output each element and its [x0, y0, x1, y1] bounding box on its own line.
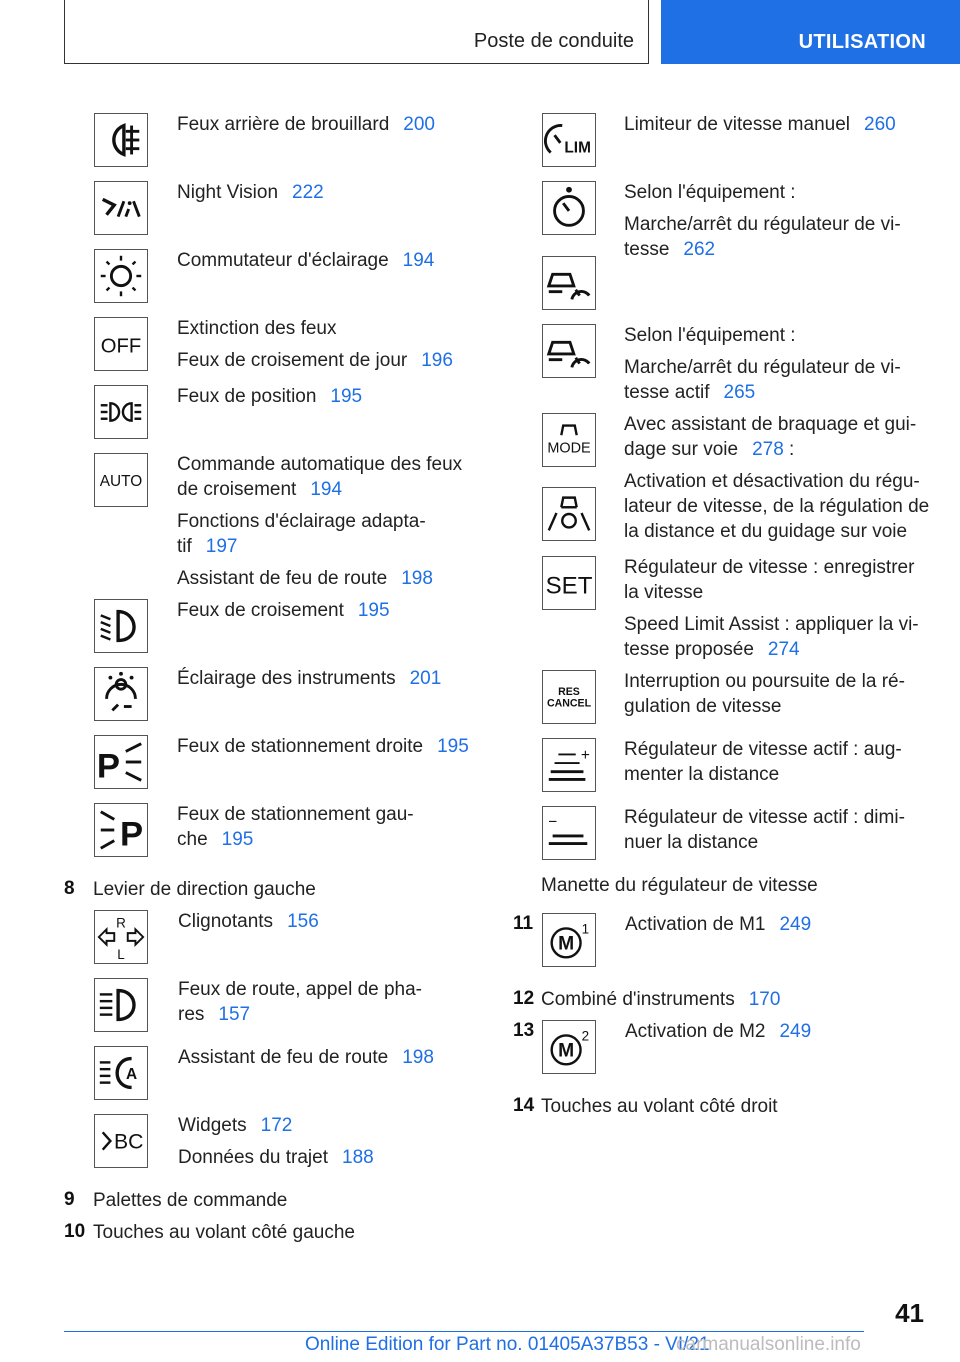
page-link[interactable]: 198 — [401, 568, 433, 589]
entry-label: Selon l'équipement : — [624, 325, 796, 346]
rear-fog-light-icon — [94, 113, 148, 167]
entry-label: Marche/arrêt du régulateur de vi- — [624, 357, 901, 378]
page-link[interactable]: 222 — [292, 182, 324, 203]
entry-label: Commande automatique des feux — [177, 454, 463, 475]
entry-label: Avec assistant de braquage et gui- — [624, 414, 917, 435]
icon-label: CANCEL — [546, 697, 592, 710]
instrument-lighting-entry — [177, 666, 441, 691]
low-beam-icon — [94, 599, 148, 653]
active-cruise-control-icon — [542, 324, 596, 378]
icon-label: LIM — [564, 139, 591, 157]
item-label: Levier de direction gauche — [93, 879, 316, 900]
entry-label: Assistant de feu de route — [178, 1047, 389, 1068]
entry-label: Marche/arrêt du régulateur de vi- — [624, 214, 901, 235]
item-number: 11 — [513, 913, 534, 934]
page-link[interactable]: 156 — [287, 911, 319, 932]
parking-light-left-icon — [94, 803, 148, 857]
active-cruise-control-entry — [624, 323, 901, 405]
set-speed-entry — [624, 555, 919, 662]
page-link[interactable]: 262 — [683, 239, 716, 260]
page-link[interactable]: 198 — [402, 1047, 434, 1068]
icon-label: A — [126, 1065, 138, 1083]
entry-label: tesse proposée — [624, 639, 754, 660]
icon-label: P — [96, 747, 121, 786]
page-link[interactable]: 195 — [357, 600, 390, 621]
header-section-box — [64, 0, 649, 64]
entry-suffix: : — [783, 439, 795, 460]
entry-label: Régulateur de vitesse actif : dimi- — [624, 807, 905, 828]
page-link[interactable]: 201 — [409, 668, 442, 689]
cruise-control-car-icon — [542, 256, 596, 310]
lights-off-entry — [177, 316, 453, 373]
icon-label: RES — [558, 686, 580, 699]
speed-limiter-entry — [624, 112, 896, 137]
page-link[interactable]: 188 — [342, 1147, 374, 1168]
onboard-computer-icon — [94, 1114, 148, 1168]
icon-label: M — [558, 933, 575, 955]
m1-entry — [625, 912, 811, 937]
onboard-computer-entry — [178, 1113, 374, 1170]
high-beam-entry — [178, 977, 422, 1027]
icon-label: + — [580, 747, 590, 765]
entry-label: Activation de M1 — [625, 914, 766, 935]
icon-label: 2 — [581, 1028, 590, 1044]
mode-icon — [542, 413, 596, 467]
entry-label: Fonctions d'éclairage adapta- — [177, 511, 426, 532]
speed-limiter-icon — [542, 113, 596, 167]
item-number: 13 — [513, 1020, 535, 1041]
auto-lights-icon — [94, 453, 148, 507]
entry-label: Feux de stationnement droite — [177, 736, 424, 757]
cruise-control-icon — [542, 181, 596, 235]
high-beam-assistant-entry — [178, 1045, 434, 1070]
page-link[interactable]: 196 — [421, 350, 453, 371]
parking-light-left-entry — [177, 802, 414, 852]
instrument-cluster-entry — [541, 987, 780, 1012]
turn-signal-icon — [94, 910, 148, 964]
page-link[interactable]: 278 — [752, 439, 784, 460]
entry-label: dage sur voie — [624, 439, 739, 460]
resume-cancel-icon — [542, 670, 596, 724]
header-chapter-tab[interactable] — [661, 0, 960, 64]
parking-lights-entry — [177, 384, 362, 409]
page-link[interactable]: 249 — [779, 914, 812, 935]
entry-label: menter la distance — [624, 764, 780, 785]
entry-label: de croisement — [177, 479, 297, 500]
page-link[interactable]: 157 — [218, 1004, 251, 1025]
driving-assistant-icon — [542, 487, 596, 541]
page-link[interactable]: 195 — [330, 386, 363, 407]
page-link[interactable]: 170 — [748, 989, 781, 1010]
auto-lights-entry — [177, 452, 462, 591]
page-link[interactable]: 265 — [723, 382, 756, 403]
entry-label: Feux arrière de brouillard — [177, 114, 390, 135]
entry-label: Régulateur de vitesse : enregistrer — [624, 557, 915, 578]
entry-label: Commutateur d'éclairage — [177, 250, 389, 271]
parking-light-right-icon — [94, 735, 148, 789]
m1-button-icon — [542, 913, 596, 967]
resume-cancel-entry — [624, 669, 905, 719]
page-link[interactable]: 195 — [437, 736, 469, 757]
page-link[interactable]: 249 — [779, 1021, 812, 1042]
entry-label: Feux de croisement — [177, 600, 344, 621]
mode-entry — [624, 412, 916, 462]
light-switch-icon — [94, 249, 148, 303]
driving-assistant-entry — [624, 469, 929, 544]
icon-label: R — [116, 915, 126, 931]
icon-label: MODE — [547, 440, 591, 457]
entry-label: la distance et du guidage sur voie — [624, 521, 908, 542]
entry-label: Activation et désactivation du régu- — [624, 471, 920, 492]
icon-label: P — [120, 815, 144, 854]
entry-label: Feux de position — [177, 386, 317, 407]
high-beam-assistant-icon — [94, 1046, 148, 1100]
night-vision-entry — [177, 180, 324, 205]
distance-decrease-entry — [624, 805, 905, 855]
entry-label: Éclairage des instruments — [177, 668, 396, 689]
entry-label: Interruption ou poursuite de la ré- — [624, 671, 905, 692]
watermark: carmanualsonline.info — [676, 1334, 861, 1355]
page-link[interactable]: 197 — [205, 536, 238, 557]
entry-label: Limiteur de vitesse manuel — [624, 114, 850, 135]
entry-label: Selon l'équipement : — [624, 182, 796, 203]
icon-label: SET — [545, 572, 593, 600]
entry-label: la vitesse — [624, 582, 704, 603]
entry-label: Extinction des feux — [177, 318, 337, 339]
entry-label: Assistant de feu de route — [177, 568, 388, 589]
m2-entry — [625, 1019, 811, 1044]
entry-label: Night Vision — [177, 182, 279, 203]
high-beam-icon — [94, 978, 148, 1032]
entry-label: nuer la distance — [624, 832, 759, 853]
page-link[interactable]: 260 — [864, 114, 896, 135]
icon-label: AUTO — [99, 472, 143, 490]
entry-label: Speed Limit Assist : appliquer la vi- — [624, 614, 919, 635]
lights-off-icon — [94, 317, 148, 371]
distance-increase-entry — [624, 737, 902, 787]
item-label: Touches au volant côté gauche — [93, 1222, 355, 1243]
entry-label: res — [178, 1004, 205, 1025]
item-label: Touches au volant côté droit — [541, 1096, 778, 1117]
item-number: 12 — [513, 988, 535, 1009]
entry-label: Régulateur de vitesse actif : aug- — [624, 739, 902, 760]
entry-label: Feux de route, appel de pha- — [178, 979, 423, 1000]
icon-label: BC — [113, 1130, 144, 1154]
low-beam-entry — [177, 598, 390, 623]
entry-label: lateur de vitesse, de la régulation de — [624, 496, 930, 517]
footer-divider — [64, 1331, 864, 1332]
night-vision-icon — [94, 181, 148, 235]
instrument-lighting-icon — [94, 667, 148, 721]
entry-label: Widgets — [178, 1115, 247, 1136]
entry-label: Données du trajet — [178, 1147, 328, 1168]
item-number: 10 — [64, 1221, 86, 1242]
m2-button-icon — [542, 1020, 596, 1074]
item-label: Palettes de commande — [93, 1190, 288, 1211]
entry-label: Clignotants — [178, 911, 274, 932]
entry-label: tif — [177, 536, 192, 557]
entry-label: Combiné d'instruments — [541, 989, 735, 1010]
icon-label: M — [558, 1040, 575, 1062]
entry-label: tesse actif — [624, 382, 710, 403]
cruise-lever-caption: Manette du régulateur de vitesse — [541, 875, 818, 896]
page-number: 41 — [895, 1298, 924, 1328]
section-title: Poste de conduite — [473, 30, 634, 52]
parking-lights-icon — [94, 385, 148, 439]
page-link[interactable]: 200 — [403, 114, 435, 135]
rear-fog-light-entry — [177, 112, 435, 137]
item-number: 14 — [513, 1095, 535, 1116]
icon-label: L — [117, 947, 125, 963]
item-number: 9 — [64, 1189, 75, 1210]
chapter-title: UTILISATION — [798, 31, 926, 53]
entry-label: tesse — [624, 239, 670, 260]
page-link[interactable]: 195 — [221, 829, 254, 850]
entry-label: Activation de M2 — [625, 1021, 766, 1042]
page-link[interactable]: 172 — [260, 1115, 293, 1136]
turn-signal-entry — [178, 909, 319, 934]
icon-label: OFF — [100, 335, 142, 358]
light-switch-entry — [177, 248, 434, 273]
entry-label: che — [177, 829, 208, 850]
distance-increase-icon — [542, 738, 596, 792]
distance-decrease-icon — [542, 806, 596, 860]
page-link[interactable]: 194 — [402, 250, 435, 271]
edition-note: Online Edition for Part no. 01405A37B53 - VI/21 — [305, 1334, 710, 1355]
entry-label: gulation de vitesse — [624, 696, 782, 717]
parking-light-right-entry — [177, 734, 469, 759]
icon-label: − — [548, 813, 558, 831]
page-link[interactable]: 274 — [767, 639, 800, 660]
icon-label: 1 — [581, 921, 590, 937]
item-number: 8 — [64, 878, 75, 899]
page-link[interactable]: 194 — [310, 479, 343, 500]
cruise-control-entry — [624, 180, 901, 262]
set-speed-icon — [542, 556, 596, 610]
entry-label: Feux de croisement de jour — [177, 350, 408, 371]
entry-label: Feux de stationnement gau- — [177, 804, 414, 825]
